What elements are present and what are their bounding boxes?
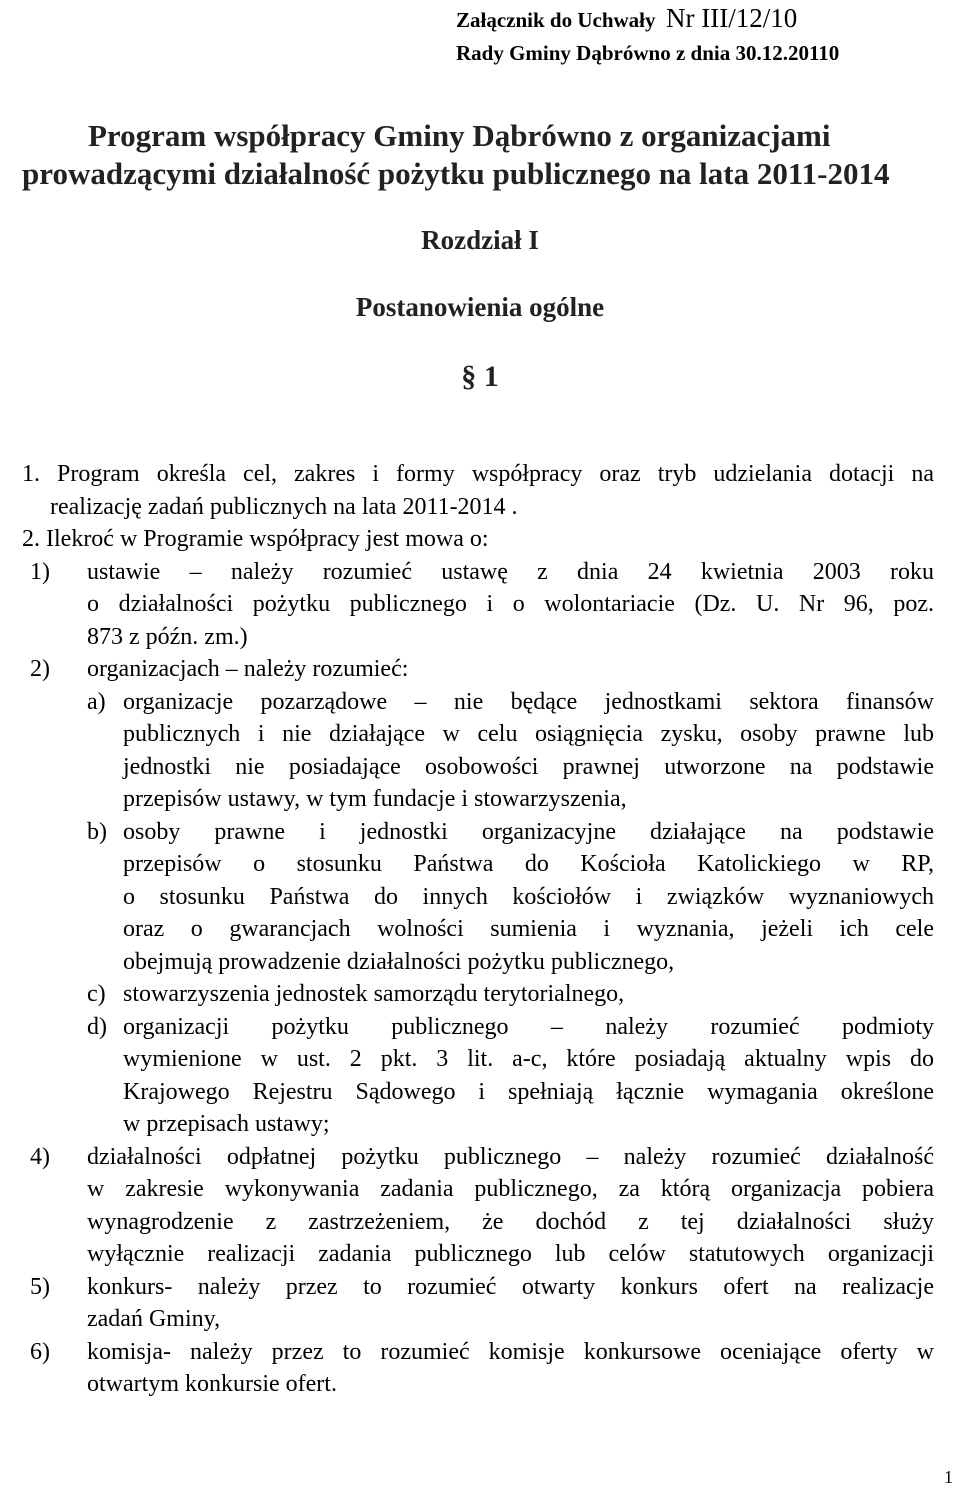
body-line: wynagrodzenie z zastrzeżeniem, że dochód z tej działalności służy bbox=[87, 1208, 934, 1235]
body-line: w przepisach ustawy; bbox=[123, 1111, 330, 1137]
body-line: Krajowego Rejestru Sądowego i spełniają łącznie wymagania określone bbox=[123, 1078, 934, 1105]
list-item bbox=[22, 556, 934, 654]
body-line: konkurs- należy przez to rozumieć otwarty konkurs ofert na realizacje bbox=[87, 1273, 934, 1300]
document-title bbox=[0, 117, 960, 193]
item-number: 5) bbox=[30, 1273, 50, 1300]
body-line: obejmują prowadzenie działalności pożytku publicznego, bbox=[123, 948, 675, 975]
document-body bbox=[22, 458, 934, 1401]
item-number: 1) bbox=[30, 558, 50, 585]
body-line: w zakresie wykonywania zadania publicznego, za którą organizacja pobiera bbox=[87, 1176, 934, 1202]
header-line2: Rady Gminy Dąbrówno z dnia 30.12.20110 bbox=[456, 41, 840, 65]
list-item bbox=[22, 1271, 934, 1336]
title-line1: Program współpracy Gminy Dąbrówno z organizacjami bbox=[88, 118, 831, 153]
body-line: wyłącznie realizacji zadania publicznego lub celów statutowych organizacji bbox=[87, 1241, 934, 1267]
body-line: o stosunku Państwa do innych kościołów i związków wyznaniowych bbox=[123, 883, 934, 910]
body-line: Program określa cel, zakres i formy współpracy oraz tryb udzielania dotacji na bbox=[57, 461, 934, 487]
body-line: o działalności pożytku publicznego i o wolontariacie (Dz. U. Nr 96, poz. bbox=[87, 591, 934, 617]
page-number: 1 bbox=[944, 1467, 953, 1487]
body-line: organizacji pożytku publicznego – należy rozumieć podmioty bbox=[123, 1013, 934, 1040]
attachment-header bbox=[456, 2, 839, 70]
point-number: 1. bbox=[22, 461, 40, 487]
list-item bbox=[22, 1336, 934, 1401]
resolution-number: Nr III/12/10 bbox=[666, 3, 798, 33]
sub-item-letter: d) bbox=[87, 1013, 107, 1040]
point-1 bbox=[22, 458, 934, 523]
body-line: działalności odpłatnej pożytku publicznego – należy rozumieć działalność bbox=[87, 1143, 934, 1170]
chapter-subtitle: Postanowienia ogólne bbox=[355, 292, 605, 322]
body-line: organizacje pozarządowe – nie będące jednostkami sektora finansów bbox=[123, 688, 934, 715]
header-line1: Załącznik do Uchwały bbox=[456, 8, 656, 32]
body-line: publicznych i nie działające w celu osiągnięcia zysku, osoby prawne lub bbox=[123, 721, 934, 747]
body-line: realizację zadań publicznych na lata 2011-2014 . bbox=[50, 493, 518, 520]
point-number: 2. bbox=[22, 526, 40, 552]
body-line: przepisów o stosunku Państwa do Kościoła Katolickiego w RP, bbox=[123, 851, 934, 877]
sub-item bbox=[22, 1011, 934, 1141]
point-2 bbox=[22, 523, 934, 556]
item-number: 2) bbox=[30, 656, 50, 682]
body-line: otwartym konkursie ofert. bbox=[87, 1371, 337, 1397]
sub-item-letter: a) bbox=[87, 688, 106, 715]
chapter-heading: Rozdział I bbox=[421, 225, 539, 255]
sub-item bbox=[22, 686, 934, 816]
body-line: zadań Gminy, bbox=[87, 1306, 221, 1332]
paragraph-mark: § 1 bbox=[461, 360, 499, 393]
body-line: przepisów ustawy, w tym fundacje i stowarzyszenia, bbox=[123, 786, 627, 812]
title-line2: prowadzącymi działalność pożytku publicznego na lata 2011-2014 bbox=[22, 156, 890, 191]
sub-item-letter: c) bbox=[87, 981, 106, 1007]
sub-item-letter: b) bbox=[87, 818, 107, 845]
body-line: organizacjach – należy rozumieć: bbox=[87, 656, 409, 682]
body-line: oraz o gwarancjach wolności sumienia i wyznania, jeżeli ich cele bbox=[123, 916, 934, 942]
body-line: osoby prawne i jednostki organizacyjne działające na podstawie bbox=[123, 818, 934, 845]
body-line: 873 z późn. zm.) bbox=[87, 623, 248, 650]
body-line: wymienione w ust. 2 pkt. 3 lit. a-c, które posiadają aktualny wpis do bbox=[123, 1046, 934, 1072]
body-line: stowarzyszenia jednostek samorządu terytorialnego, bbox=[123, 981, 625, 1007]
body-line: Ilekroć w Programie współpracy jest mowa o: bbox=[46, 526, 489, 552]
sub-item bbox=[22, 978, 934, 1011]
item-number: 4) bbox=[30, 1143, 50, 1170]
list-item bbox=[22, 1141, 934, 1271]
sub-item bbox=[22, 816, 934, 979]
list-item bbox=[22, 653, 934, 686]
body-line: jednostki nie posiadające osobowości prawnej utworzone na podstawie bbox=[123, 753, 934, 780]
body-line: ustawie – należy rozumieć ustawę z dnia 24 kwietnia 2003 roku bbox=[87, 558, 934, 585]
body-line: komisja- należy przez to rozumieć komisje konkursowe oceniające oferty w bbox=[87, 1338, 934, 1365]
item-number: 6) bbox=[30, 1338, 50, 1365]
